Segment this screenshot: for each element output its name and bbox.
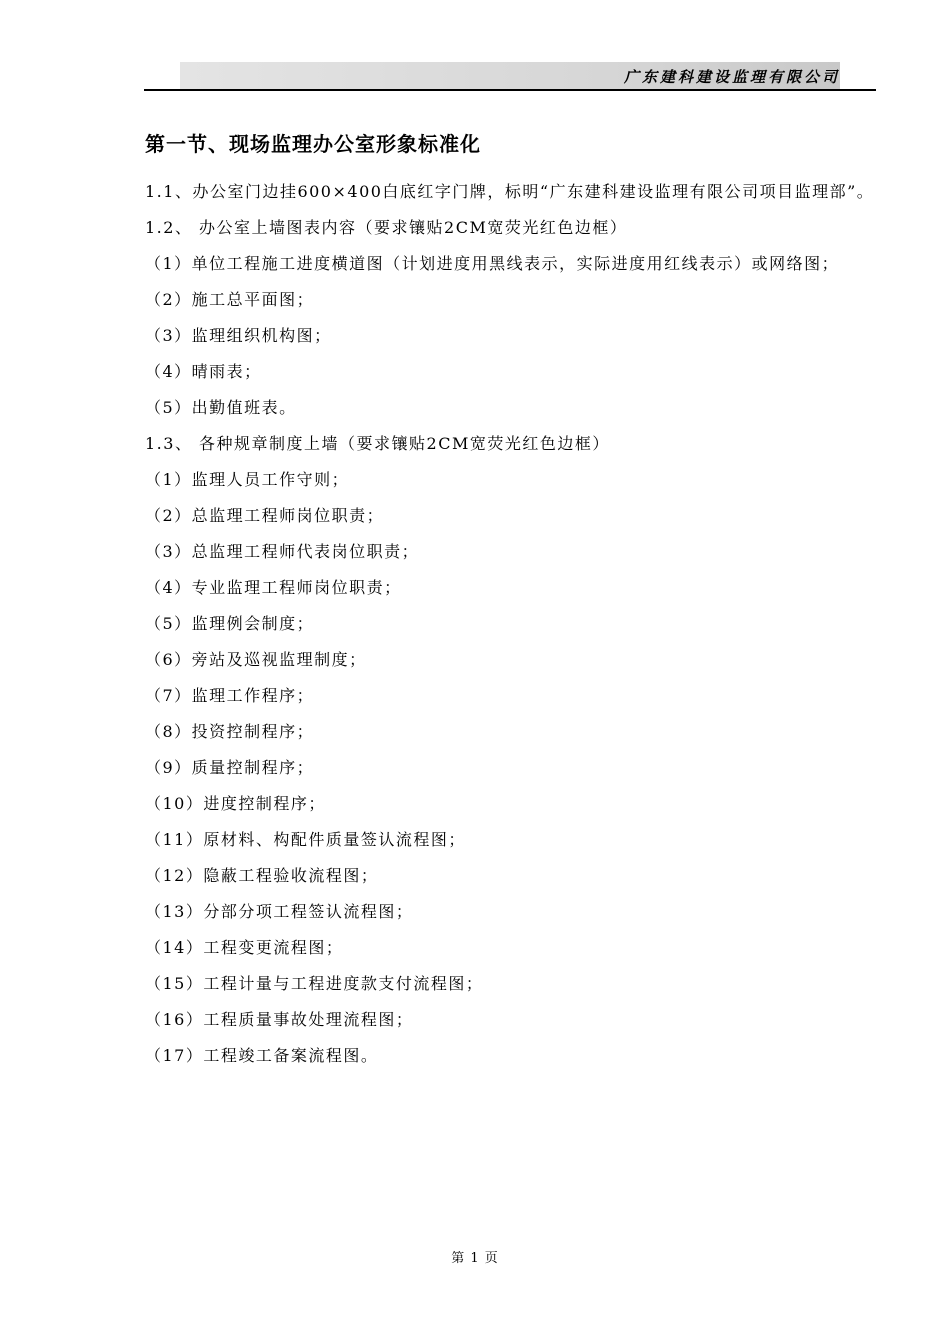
list-item: （13）分部分项工程签认流程图； bbox=[145, 902, 414, 921]
document-body bbox=[145, 174, 880, 1074]
paragraph-1-3: 1.3、 各种规章制度上墙（要求镶贴2CM宽荧光红色边框） bbox=[145, 434, 610, 453]
list-item: （5）出勤值班表。 bbox=[145, 398, 297, 417]
list-item: （12）隐蔽工程验收流程图； bbox=[145, 866, 379, 885]
paragraph-1-2: 1.2、 办公室上墙图表内容（要求镶贴2CM宽荧光红色边框） bbox=[145, 218, 628, 237]
list-item: （15）工程计量与工程进度款支付流程图； bbox=[145, 974, 484, 993]
header-company-name: 广东建科建设监理有限公司 bbox=[623, 68, 840, 86]
list-item: （3）监理组织机构图； bbox=[145, 326, 332, 345]
list-item: （1）监理人员工作守则； bbox=[145, 470, 350, 489]
list-item: （9）质量控制程序； bbox=[145, 758, 315, 777]
list-item: （5）监理例会制度； bbox=[145, 614, 315, 633]
header-rule bbox=[144, 89, 876, 91]
list-item: （8）投资控制程序； bbox=[145, 722, 315, 741]
list-item: （7）监理工作程序； bbox=[145, 686, 315, 705]
list-item: （4）专业监理工程师岗位职责； bbox=[145, 578, 402, 597]
section-title: 第一节、现场监理办公室形象标准化 bbox=[145, 132, 481, 156]
list-item: （6）旁站及巡视监理制度； bbox=[145, 650, 367, 669]
list-item: （3）总监理工程师代表岗位职责； bbox=[145, 542, 420, 561]
list-item: （16）工程质量事故处理流程图； bbox=[145, 1010, 414, 1029]
list-item: （10）进度控制程序； bbox=[145, 794, 326, 813]
paragraph-1-1: 1.1、办公室门边挂600×400白底红字门牌，标明“广东建科建设监理有限公司项目监理部”。 bbox=[145, 182, 875, 201]
list-item: （2）施工总平面图； bbox=[145, 290, 315, 309]
list-item: （4）晴雨表； bbox=[145, 362, 262, 381]
page-number: 第 1 页 bbox=[451, 1251, 499, 1266]
list-item: （1）单位工程施工进度横道图（计划进度用黑线表示，实际进度用红线表示）或网络图； bbox=[145, 254, 840, 273]
list-item: （11）原材料、构配件质量签认流程图； bbox=[145, 830, 466, 849]
list-item: （14）工程变更流程图； bbox=[145, 938, 344, 957]
list-item: （17）工程竣工备案流程图。 bbox=[145, 1046, 379, 1065]
list-item: （2）总监理工程师岗位职责； bbox=[145, 506, 385, 525]
